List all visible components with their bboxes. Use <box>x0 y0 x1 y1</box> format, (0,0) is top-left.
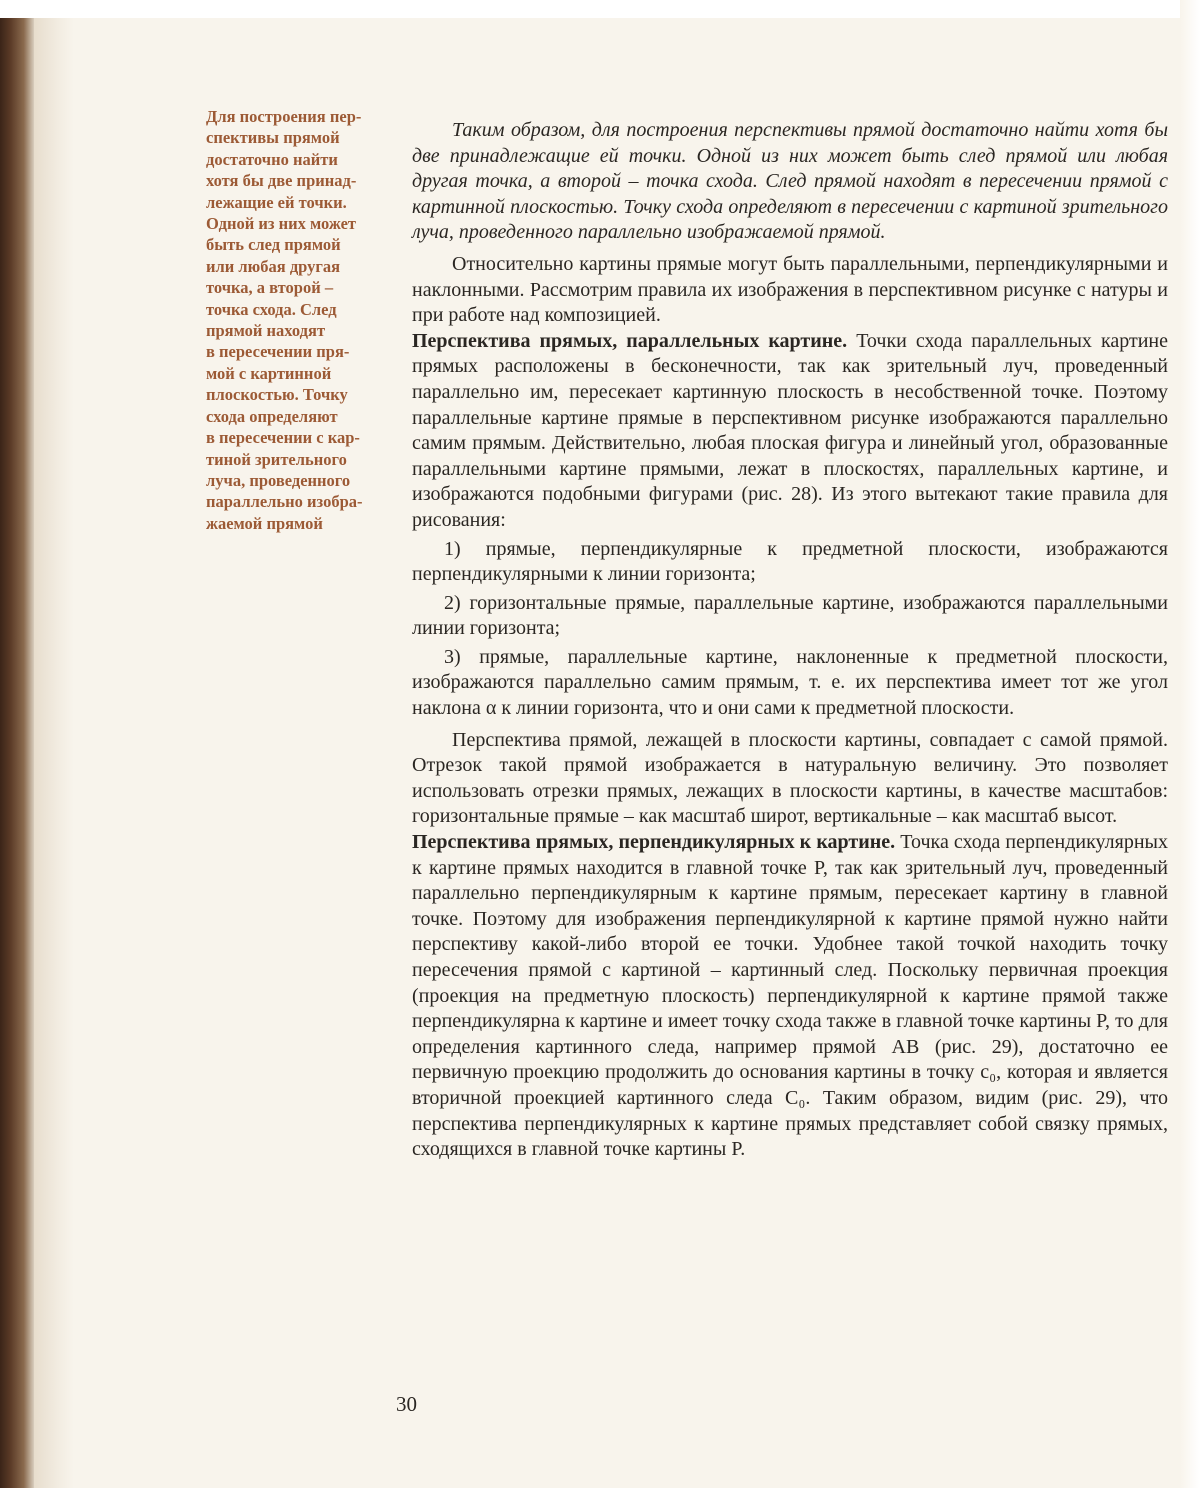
rule-item-1: 1) прямые, перпендикулярные к предметной плоскости, изображаются перпендикулярными к линии горизонта; <box>412 537 1168 588</box>
page-number: 30 <box>396 1392 417 1417</box>
intro-paragraph: Таким образом, для построения перспективы прямой достаточно найти хотя бы две принадлежащие ей точки. Одной из них может быть след прямой или любая другая точка, а второй – точка схода. След прямой находят в пересечении прямой с картинной плоскостью. Точку схода определяют в пересечении с картиной зрительного луча, проведенного параллельно изображаемой прямой. <box>412 118 1168 246</box>
book-spine <box>0 0 34 1506</box>
scan-top-edge <box>0 0 1200 18</box>
main-text <box>412 118 1168 1163</box>
section-parallel <box>412 329 1168 534</box>
heading-parallel-lines: Перспектива прямых, параллельных картине. <box>412 330 847 352</box>
rule-item-3: 3) прямые, параллельные картине, наклоненные к предметной плоскости, изображаются параллельно самим прямым, т. е. их перспектива имеет тот же угол наклона α к линии горизонта, что и они сами к предметной плоскости. <box>412 645 1168 722</box>
rule-item-2: 2) горизонтальные прямые, параллельные картине, изображаются параллельными линии горизонта; <box>412 591 1168 642</box>
scan-right-edge <box>1180 0 1200 1506</box>
book-page <box>0 0 1200 1506</box>
margin-summary-note: Для построения пер- спективы прямой достаточно найти хотя бы две принад- лежащие ей точки. Одной из них может быть след прямой или любая другая точка, а второй – точка схода. След прямой находят в пересечении пря- мой с картинной плоскостью. Точку схода определяют в пересечении с кар- тиной зрительного луча, проведенного параллельно изобра- жаемой прямой <box>206 106 406 534</box>
section-perpendicular <box>412 830 1168 1163</box>
heading-perpendicular-lines: Перспектива прямых, перпендикулярных к картине. <box>412 831 895 853</box>
page-gutter <box>34 0 74 1506</box>
paragraph-perpendicular-lines: Точка схода перпендикулярных к картине прямых находится в главной точке P, так как зрительный луч, проведенный параллельно перпендикулярным к картине прямым, пересекает картину в главной точке. Поэтому для изображения перпендикулярной к картине прямой нужно найти перспективу какой-либо второй ее точки. Удобнее такой точкой находить точку пересечения прямой с картиной – картинный след. Поскольку первичная проекция (проекция на предметную плоскость) перпендикулярной к картине прямой также перпендикулярна к картине и имеет точку схода также в главной точке картины P, то для определения картинного следа, например прямой AB (рис. 29), достаточно ее первичную проекцию продолжить до основания картины в точку c₀, которая и является вторичной проекцией картинного следа C₀. Таким образом, видим (рис. 29), что перспектива перпендикулярных к картине прямых представляет собой связку прямых, сходящихся в главной точке картины P. <box>412 831 1168 1160</box>
scan-bottom-edge <box>0 1488 1200 1506</box>
paragraph-parallel-lines: Точки схода параллельных картине прямых расположены в бесконечности, так как зрительный луч, проведенный параллельно им, пересекает картинную плоскость в несобственной точке. Поэтому параллельные картине прямые в перспективном рисунке изображаются параллельно самим прямым. Действительно, любая плоская фигура и линейный угол, образованные параллельными картине прямыми, лежат в плоскостях, параллельных картине, и изображаются подобными фигурами (рис. 28). Из этого вытекают такие правила для рисования: <box>412 330 1168 531</box>
paragraph-relative-position: Относительно картины прямые могут быть параллельными, перпендикулярными и наклонными. Рассмотрим правила их изображения в перспективном рисунке с натуры и при работе над композицией. <box>412 252 1168 329</box>
paragraph-picture-plane: Перспектива прямой, лежащей в плоскости картины, совпадает с самой прямой. Отрезок такой прямой изображается в натуральную величину. Это позволяет использовать отрезки прямых, лежащих в плоскости картины, в качестве масштабов: горизонтальные прямые – как масштаб широт, вертикальные – как масштаб высот. <box>412 728 1168 830</box>
